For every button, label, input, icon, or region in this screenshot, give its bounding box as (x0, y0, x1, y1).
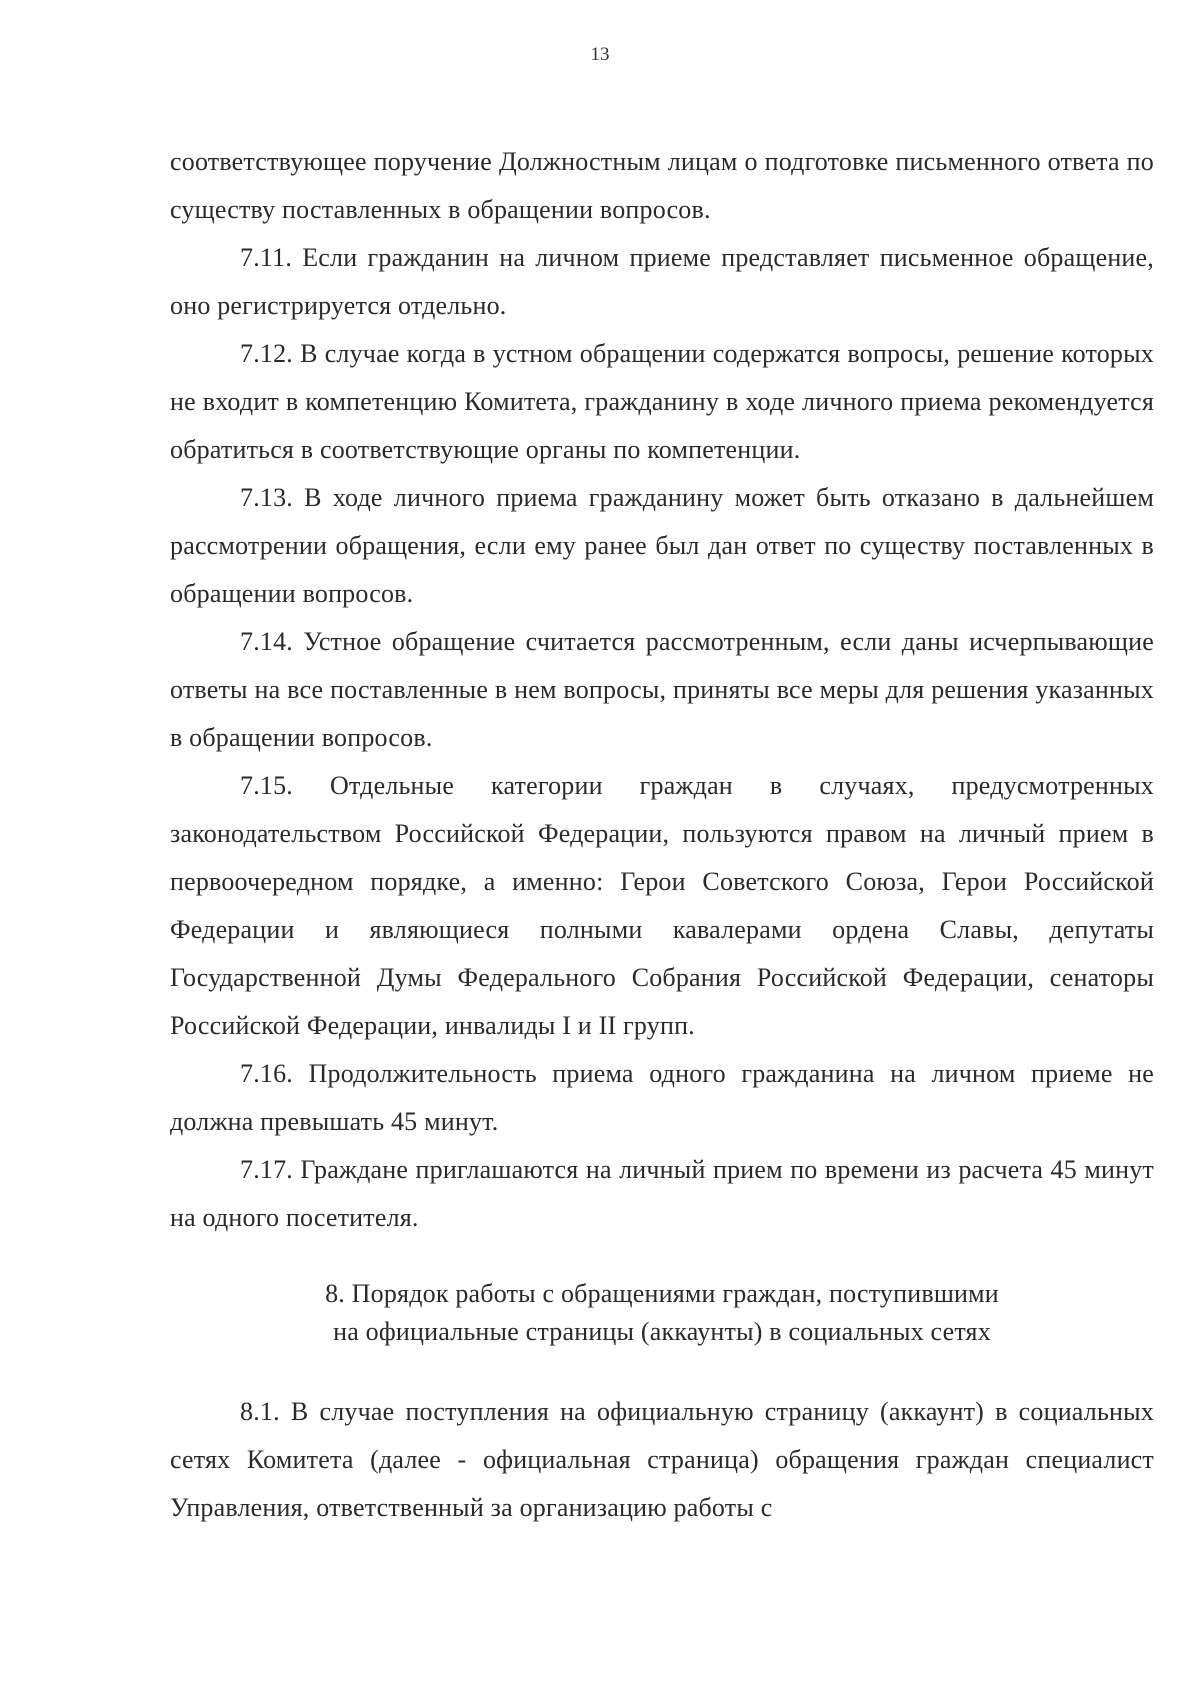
paragraph-7-14: 7.14. Устное обращение считается рассмотренным, если даны исчерпывающие ответы на все поставленные в нем вопросы, приняты все меры для решения указанных в обращении вопросов. (170, 627, 1154, 752)
paragraph-7-17: 7.17. Граждане приглашаются на личный прием по времени из расчета 45 минут на одного посетителя. (170, 1155, 1154, 1232)
paragraph-7-12: 7.12. В случае когда в устном обращении содержатся вопросы, решение которых не входит в компетенцию Комитета, гражданину в ходе личного приема рекомендуется обратиться в соответствующие органы по компетенции. (170, 339, 1154, 464)
paragraph-7-11: 7.11. Если гражданин на личном приеме представляет письменное обращение, оно регистрируется отдельно. (170, 243, 1154, 320)
paragraph-7-16: 7.16. Продолжительность приема одного гражданина на личном приеме не должна превышать 45 минут. (170, 1059, 1154, 1136)
section-heading-8 (170, 1275, 1154, 1351)
paragraph-7-13: 7.13. В ходе личного приема гражданину может быть отказано в дальнейшем рассмотрении обращения, если ему ранее был дан ответ по существу поставленных в обращении вопросов. (170, 483, 1154, 608)
paragraph-8-1: 8.1. В случае поступления на официальную страницу (аккаунт) в социальных сетях Комитета (далее - официальная страница) обращения граждан специалист Управления, ответственный за организацию работы с (170, 1397, 1154, 1522)
section-heading-line-2: на официальные страницы (аккаунты) в социальных сетях (333, 1317, 991, 1346)
page-number: 13 (590, 44, 610, 65)
section-heading-line-1: 8. Порядок работы с обращениями граждан, поступившими (325, 1279, 999, 1308)
document-body (170, 138, 1154, 1532)
paragraph-continuation: соответствующее поручение Должностным лицам о подготовке письменного ответа по существу поставленных в обращении вопросов. (170, 147, 1154, 224)
paragraph-7-15: 7.15. Отдельные категории граждан в случаях, предусмотренных законодательством Российской Федерации, пользуются правом на личный прием в первоочередном порядке, а именно: Герои Советского Союза, Герои Российской Федерации и являющиеся полными кавалерами ордена Славы, депутаты Государственной Думы Федерального Собрания Российской Федерации, сенаторы Российской Федерации, инвалиды I и II групп. (170, 771, 1154, 1040)
